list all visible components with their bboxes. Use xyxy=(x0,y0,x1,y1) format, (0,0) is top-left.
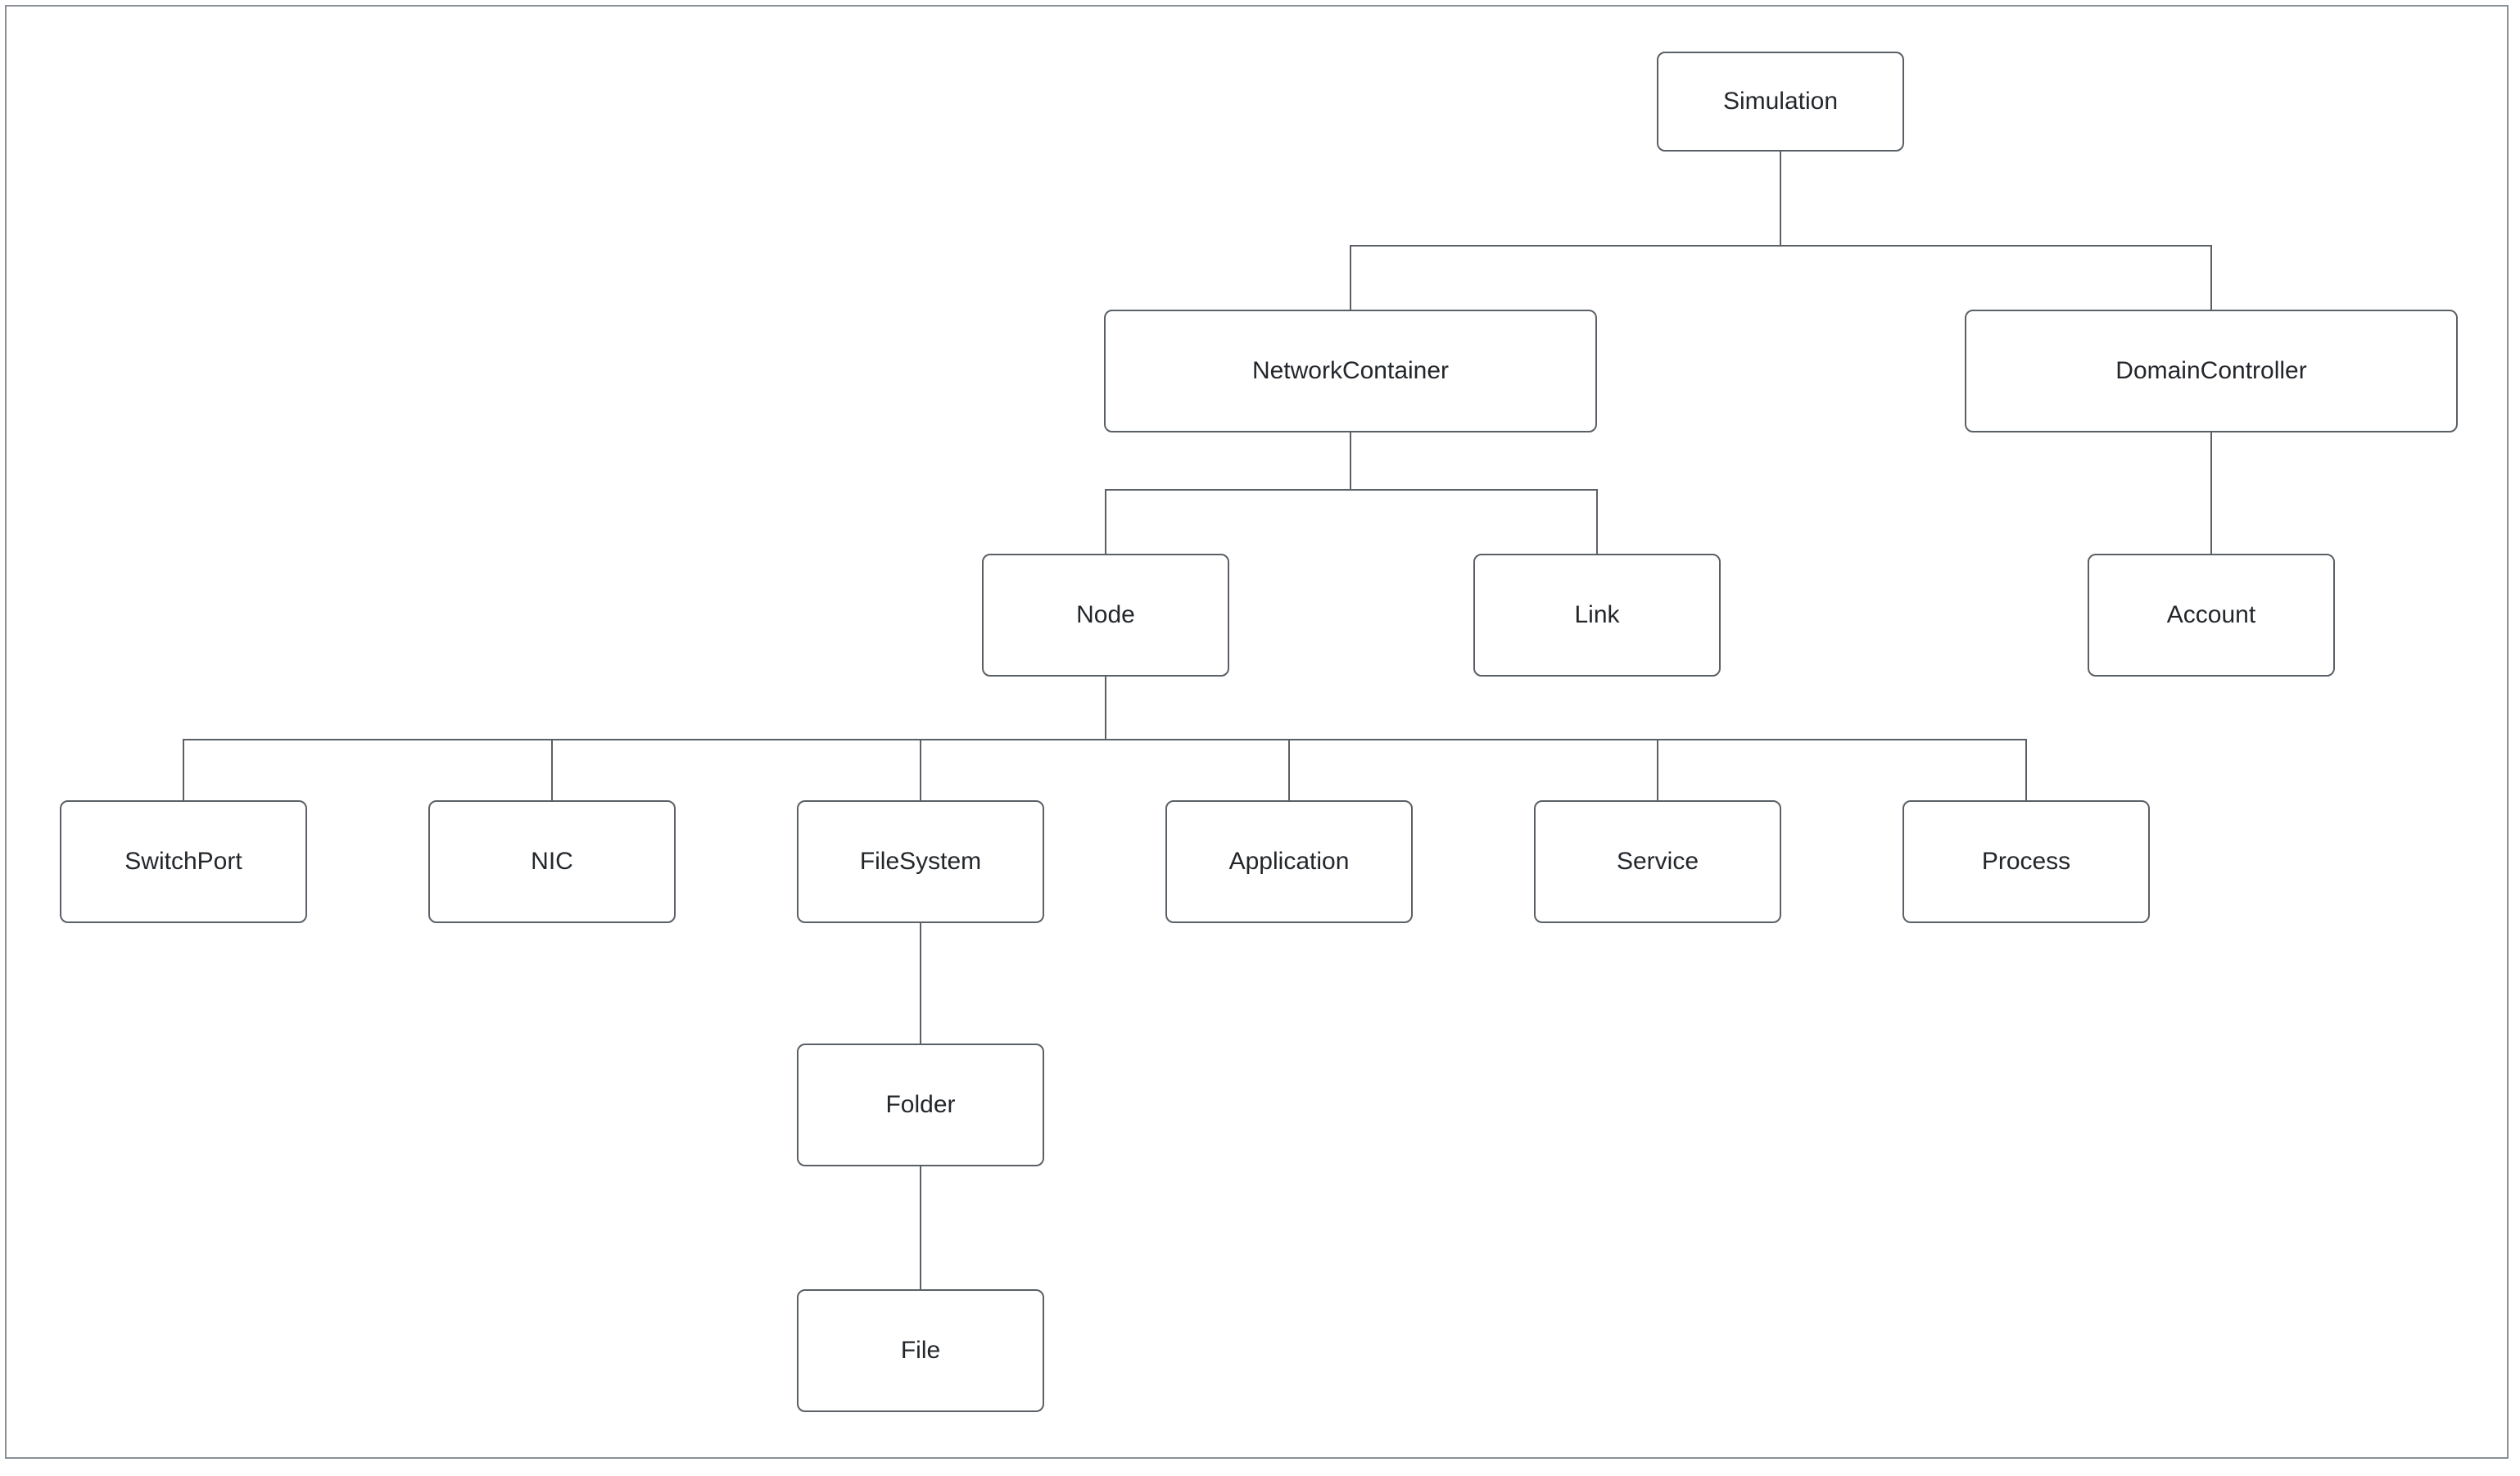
class-node-account[interactable]: Account xyxy=(2088,554,2335,677)
class-node-simulation[interactable]: Simulation xyxy=(1657,52,1904,152)
class-node-networkcontainer[interactable]: NetworkContainer xyxy=(1104,310,1597,432)
class-node-switchport[interactable]: SwitchPort xyxy=(60,800,307,923)
class-node-application[interactable]: Application xyxy=(1165,800,1413,923)
class-node-nic[interactable]: NIC xyxy=(428,800,676,923)
class-node-link[interactable]: Link xyxy=(1473,554,1721,677)
class-node-node[interactable]: Node xyxy=(982,554,1229,677)
class-node-domaincontroller[interactable]: DomainController xyxy=(1965,310,2458,432)
class-node-service[interactable]: Service xyxy=(1534,800,1781,923)
class-node-process[interactable]: Process xyxy=(1902,800,2150,923)
class-node-filesystem[interactable]: FileSystem xyxy=(797,800,1044,923)
class-node-folder[interactable]: Folder xyxy=(797,1044,1044,1166)
class-node-file[interactable]: File xyxy=(797,1289,1044,1412)
diagram-frame xyxy=(5,5,2509,1459)
